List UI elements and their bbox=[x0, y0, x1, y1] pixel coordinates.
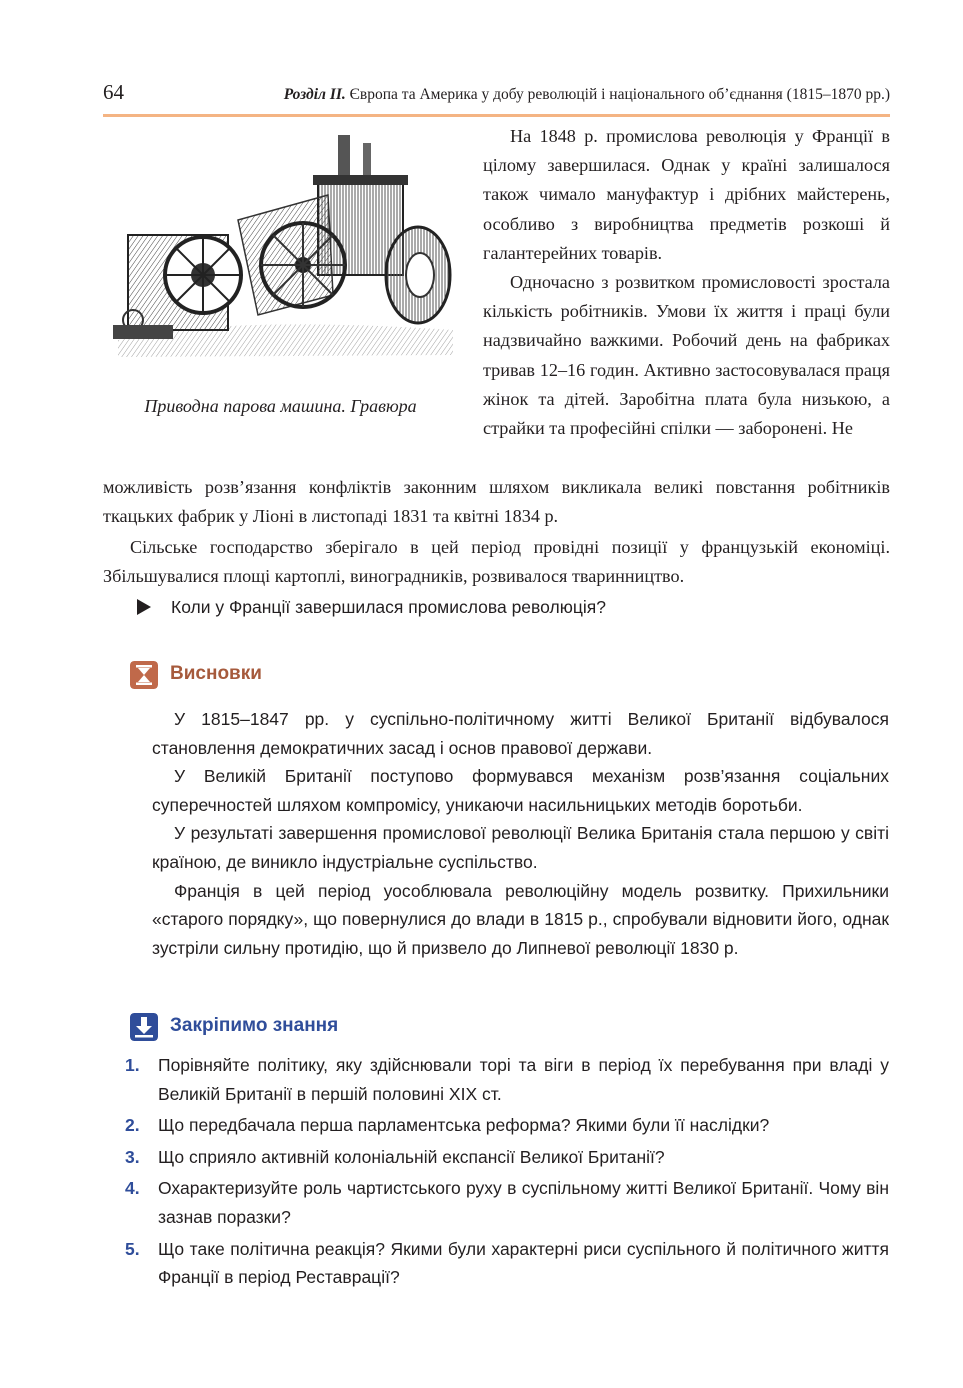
triangle-bullet-icon bbox=[137, 599, 151, 615]
agriculture-paragraph bbox=[103, 533, 890, 591]
paragraph: Одночасно з розвитком промисловості зростала кількість робітників. Умови їх життя і праці були надзвичайно важкими. Робочий день на фабриках тривав 12–16 годин. Активно застосовувалася праця жінок та дітей. Заробітна плата була низькою, а страйки та професійні спілки — заборонені. Не bbox=[483, 272, 890, 439]
item-text: Охарактеризуйте роль чартистського руху в суспільному житті Великої Британії. Чому він зазнав поразки? bbox=[158, 1178, 889, 1227]
running-title bbox=[284, 86, 890, 104]
hourglass-icon bbox=[130, 661, 158, 689]
question-text: Коли у Франції завершилася промислова революція? bbox=[171, 597, 606, 617]
download-arrow-icon bbox=[130, 1013, 158, 1041]
steam-engine-engraving bbox=[108, 125, 458, 365]
section-title: Європа та Америка у добу революцій і національного об’єднання (1815–1870 рр.) bbox=[349, 86, 890, 103]
review-question bbox=[137, 594, 897, 620]
item-number: 3. bbox=[125, 1146, 140, 1167]
item-number: 2. bbox=[125, 1115, 140, 1136]
conclusion-paragraph: Франція в цей період уособлювала революційну модель розвитку. Прихильники «старого порядку», що повернулися до влади в 1815 р., спробували відновити його, однак зустріли сильну протидію, що й призвело до Липневої революції 1830 р. bbox=[152, 880, 889, 958]
reinforce-title: Закріпимо знання bbox=[170, 1015, 339, 1036]
item-number: 4. bbox=[125, 1178, 140, 1199]
item-text: Що передбачала перша парламентська реформа? Якими були її наслідки? bbox=[158, 1115, 770, 1136]
figure-caption: Приводна парова машина. Гравюра bbox=[144, 396, 417, 416]
conclusion-paragraph: У Великій Британії поступово формувався механізм розв’язання соціальних суперечностей шляхом компромісу, уникаючи насильницьких методів боротьби. bbox=[152, 766, 889, 815]
paragraph: можливість розв’язання конфліктів законним шляхом викликала великі повстання робітників ткацьких фабрик у Ліоні в листопаді 1831 та квітні 1834 р. bbox=[103, 477, 890, 527]
list-item bbox=[125, 1143, 889, 1172]
list-item bbox=[125, 1051, 889, 1108]
item-text: Що таке політична реакція? Якими були характерні риси суспільного й політичного життя Франції в період Реставрації? bbox=[158, 1238, 889, 1288]
conclusion-paragraph: У 1815–1847 рр. у суспільно-політичному житті Великої Британії відбувалося становлення демократичних засад і основ правової держави. bbox=[152, 709, 889, 758]
page-number: 64 bbox=[103, 80, 124, 104]
running-header bbox=[103, 78, 890, 117]
question-list bbox=[125, 1051, 889, 1295]
conclusions-body bbox=[152, 705, 889, 962]
paragraph: Сільське господарство зберігало в цей період провідні позиції у французькій економіці. Збільшувалися площі картоплі, виноградників, розвивалося тваринництво. bbox=[103, 537, 890, 587]
item-text: Що сприяло активній колоніальній експансії Великої Британії? bbox=[158, 1146, 665, 1167]
item-number: 1. bbox=[125, 1055, 140, 1075]
list-item bbox=[125, 1174, 889, 1231]
section-label: Розділ ІІ. bbox=[283, 86, 346, 103]
paragraph: На 1848 р. промислова революція у Франції в цілому завершилася. Однак у країні залишалося також чимало мануфактур і дрібних майстерень, особливо з виробництва предметів розкоші й галантерейних товарів. bbox=[483, 126, 890, 263]
item-number: 5. bbox=[125, 1238, 140, 1259]
list-item bbox=[125, 1235, 889, 1292]
conclusions-title: Висновки bbox=[170, 663, 262, 684]
item-text: Порівняйте політику, яку здійснювали торі та віги в період їх перебування при владі у Великій Британії в першій половині ХІХ ст. bbox=[158, 1055, 889, 1104]
right-column bbox=[483, 122, 890, 443]
list-item bbox=[125, 1111, 889, 1140]
conclusion-paragraph: У результаті завершення промислової революції Велика Британія стала першою у світі країною, де виникло індустріальне суспільство. bbox=[152, 823, 889, 872]
continuation-paragraph bbox=[103, 473, 890, 531]
